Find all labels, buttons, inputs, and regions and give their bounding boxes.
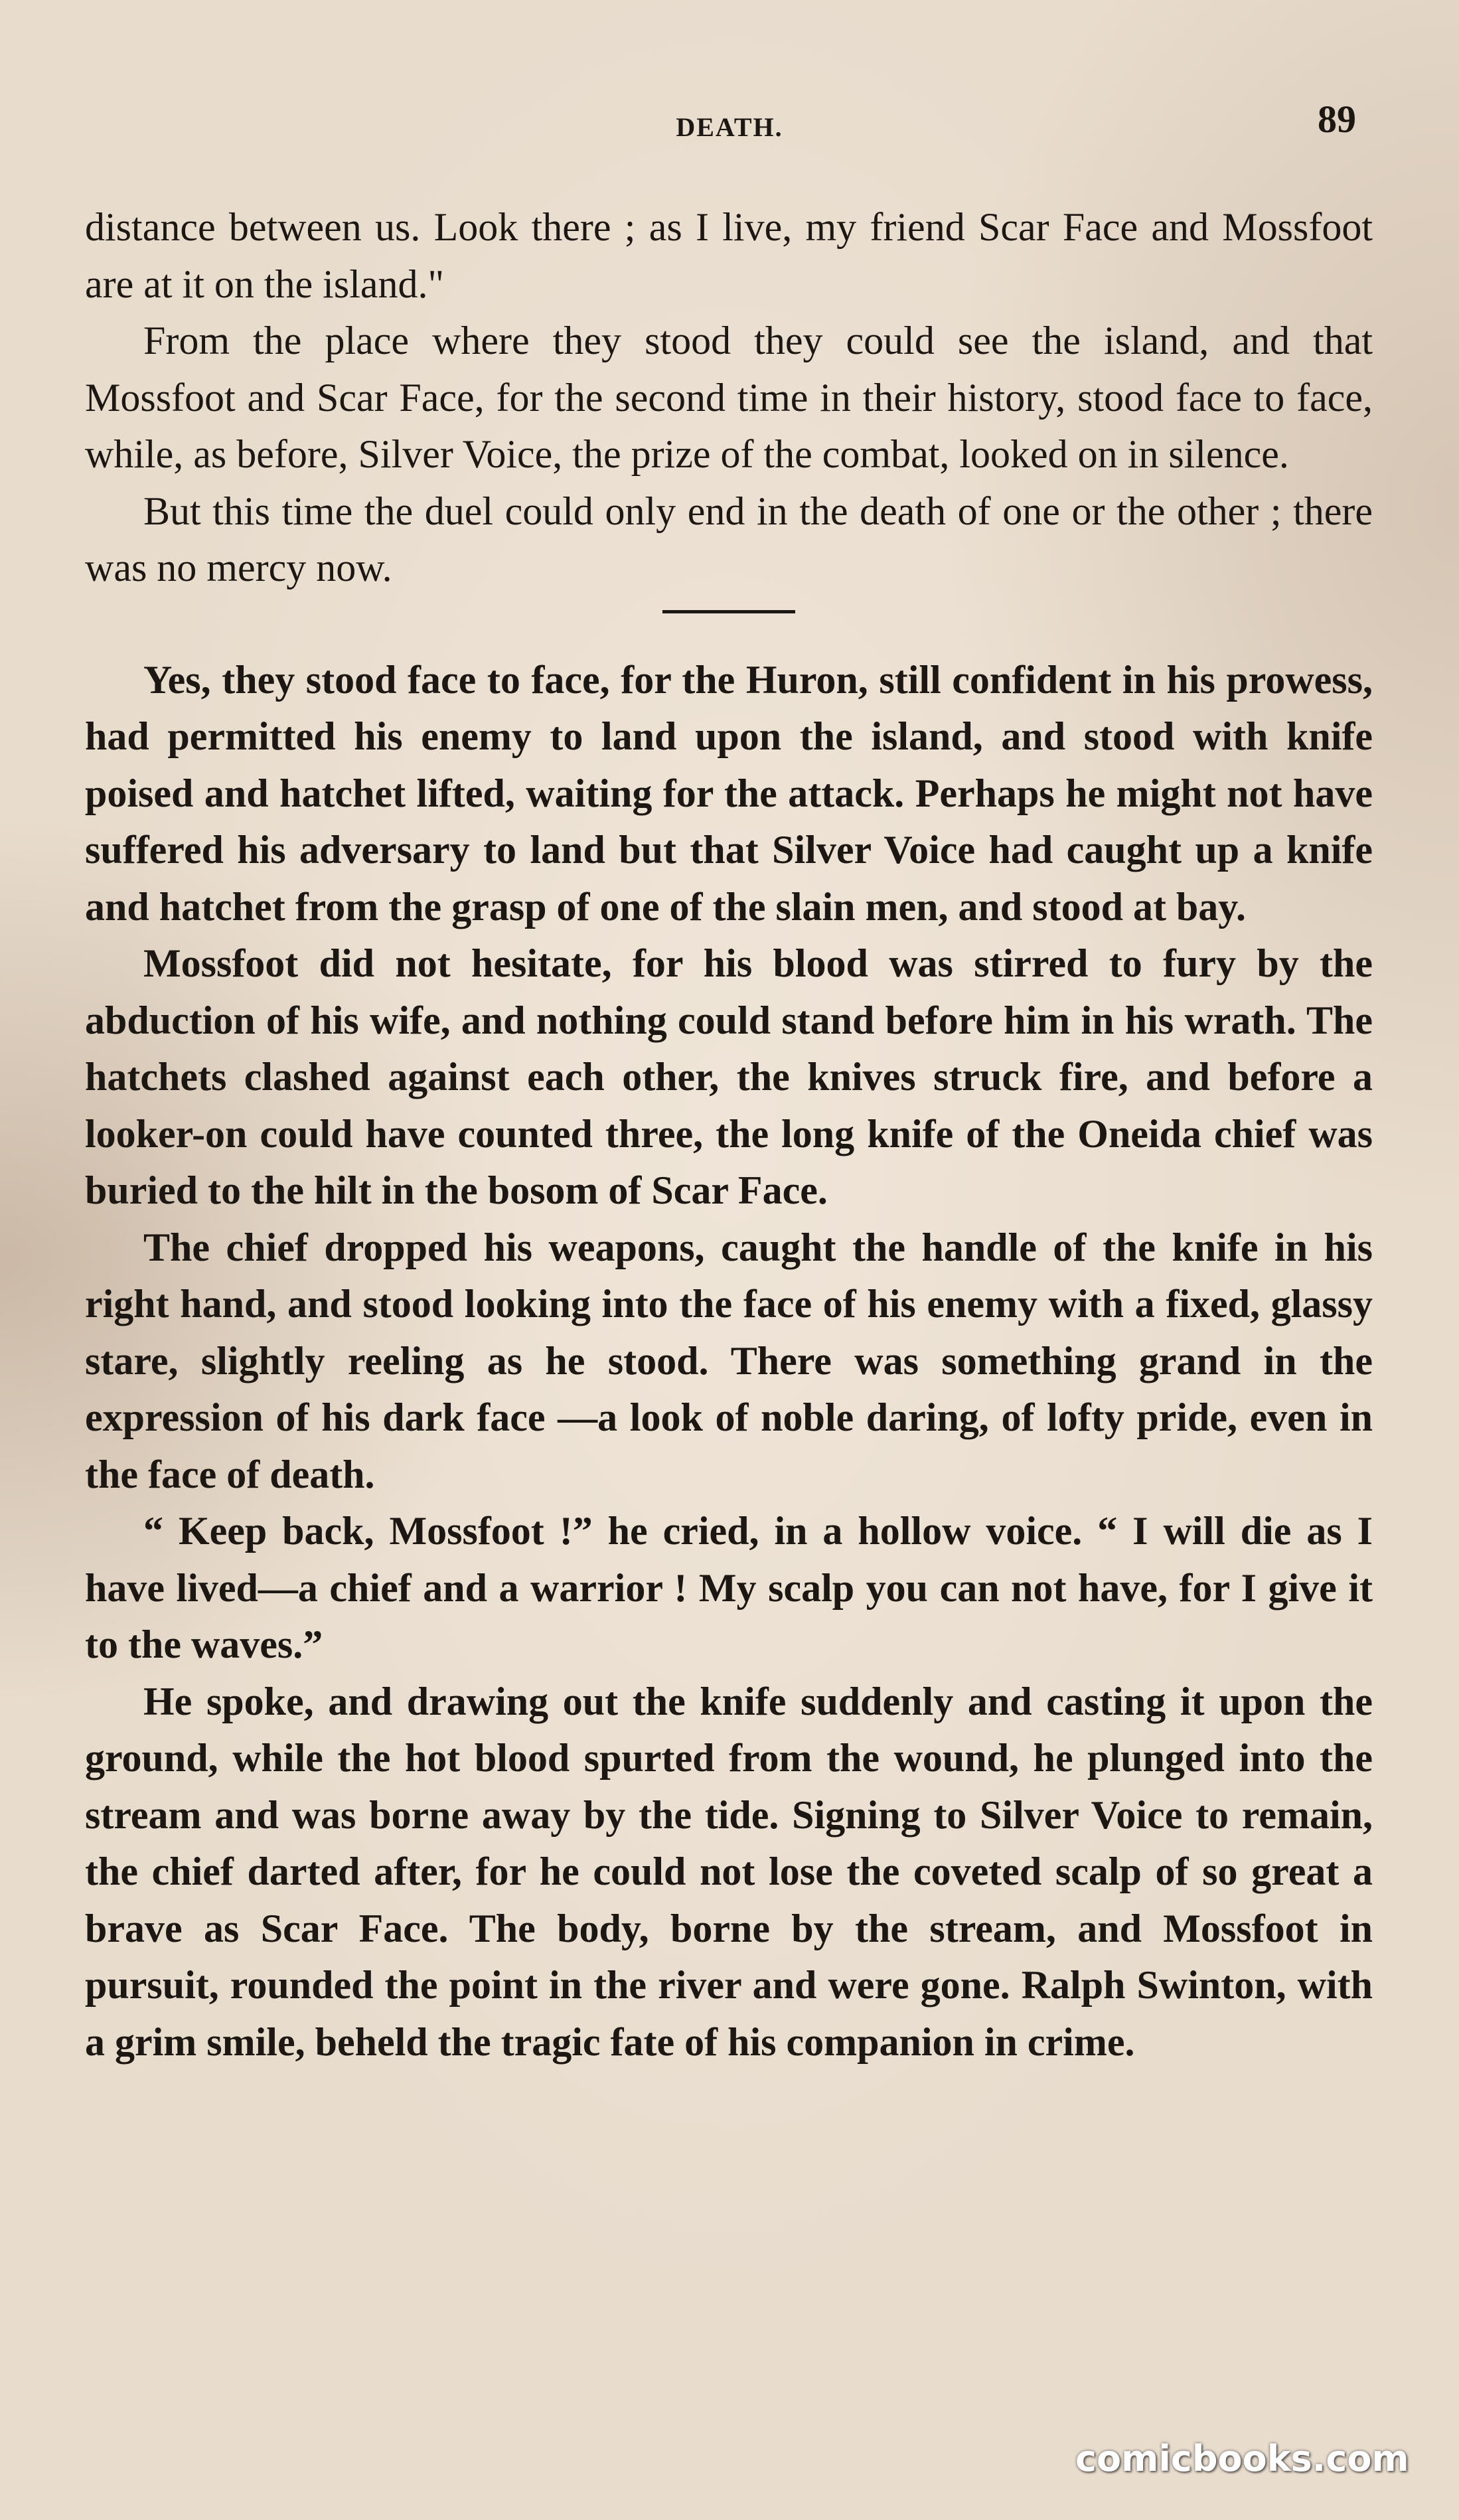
page-number: 89: [1318, 98, 1356, 141]
section-divider: [662, 610, 795, 613]
paragraph: From the place where they stood they could see the island, and that Mossfoot and Scar Face, for the second time in their history, stood face to face, while, as before, Silver Voice, the prize of the combat, looked on in silence.: [85, 319, 1373, 476]
paragraph: But this time the duel could only end in the death of one or the other ; there was no mercy now.: [85, 489, 1373, 590]
paragraph: Mossfoot did not hesitate, for his blood was stirred to fury by the abduction of his wife, and nothing could stand before him in his wrath. The hatchets clashed against each other, the knives struck fire, and before a looker-on could have counted three, the long knife of the Oneida chief was buried to the hilt in the bosom of Scar Face.: [85, 941, 1373, 1212]
paragraph: Yes, they stood face to face, for the Huron, still confident in his prowess, had permitted his enemy to land upon the island, and stood with knife poised and hatchet lifted, waiting for the attack. Perhaps he might not have suffered his adversary to land but that Silver Voice had caught up a knife and hatchet from the grasp of one of the slain men, and stood at bay.: [85, 657, 1373, 929]
paragraph: He spoke, and drawing out the knife suddenly and casting it upon the ground, while the hot blood spurted from the wound, he plunged into the stream and was borne away by the tide. Signing to Silver Voice to remain, the chief darted after, for he could not lose the coveted scalp of so great a brave as Scar Face. The body, borne by the stream, and Mossfoot in pursuit, rounded the point in the river and were gone. Ralph Swinton, with a grim smile, beheld the tragic fate of his companion in crime.: [85, 1679, 1373, 2064]
paragraph: “ Keep back, Mossfoot !” he cried, in a hollow voice. “ I will die as I have lived—a chief and a warrior ! My scalp you can not have, for I give it to the waves.”: [85, 1509, 1373, 1666]
running-head: DEATH.: [676, 112, 783, 142]
paragraph: distance between us. Look there ; as I live, my friend Scar Face and Mossfoot are at it on the island.": [85, 205, 1373, 306]
paragraph: The chief dropped his weapons, caught the handle of the knife in his right hand, and stood looking into the face of his enemy with a fixed, glassy stare, slightly reeling as he stood. There was something grand in the expression of his dark face —a look of noble daring, of lofty pride, even in the face of death.: [85, 1225, 1373, 1496]
body-text: [85, 199, 1373, 2071]
watermark: comicbooks.com: [1075, 2438, 1409, 2480]
